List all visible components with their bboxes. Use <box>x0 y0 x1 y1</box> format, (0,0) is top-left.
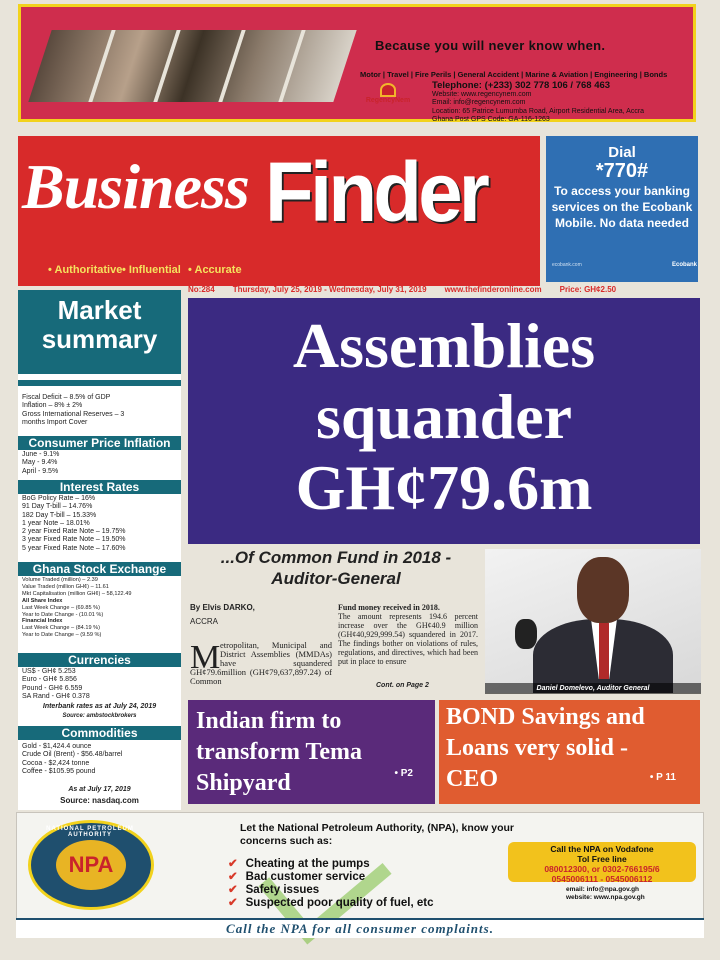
regencynem-logo: RegencyNem <box>355 83 421 115</box>
npa-intro: Let the National Petroleum Authority, (NPA), know your concerns such as: <box>240 822 514 847</box>
byline-place: ACCRA <box>190 617 219 626</box>
advert-contact: Telephone: (+233) 302 778 106 / 768 463 Website: www.regencynem.com Email: info@regencynem.com Location: 65 Patrice Lumumba Road, Airport Residential Area, Accra Ghana Post GPS Code: GA-116-1263 <box>432 80 645 123</box>
ecobank-logo: Ecobank <box>672 262 698 268</box>
macro-indicators: Fiscal Deficit – 8.5% of GDP Inflation – 8% ± 2% Gross International Reserves – 3 months Import Cover <box>22 394 125 426</box>
npa-logo-text: NPA <box>56 840 126 890</box>
interest-values: BoG Policy Rate – 16% 91 Day T-bill – 14.76% 182 Day T-bill – 15.33% 1 year Note – 18.01% 2 year Fixed Rate Note – 19.75% 3 year Fixed Rate Note – 19.50% 5 year Fixed Rate Note – 17.60% <box>22 495 126 552</box>
continuation-note: Cont. on Page 2 <box>376 682 429 689</box>
photo-caption: Daniel Domelevo, Auditor General <box>485 683 701 694</box>
interest-heading: Interest Rates <box>18 480 181 494</box>
lead-headline: Assemblies squander GH¢79.6m <box>292 310 596 523</box>
auditor-general-photo <box>485 549 701 693</box>
npa-concern: ✔ Bad customer service <box>228 871 366 883</box>
slogan-authoritative: • Authoritative <box>48 264 123 276</box>
npa-footer: Call the NPA for all consumer complaints. <box>16 918 704 938</box>
source-note: Source: ambstockbrokers <box>62 713 137 719</box>
slogan-accurate: • Accurate <box>188 264 242 276</box>
teaser-bond-savings: BOND Savings and Loans very solid -CEO • P 11 <box>439 700 700 804</box>
ecobank-url: ecobank.com <box>552 262 582 268</box>
slogan-influential: • Influential <box>122 264 181 276</box>
masthead-business: Business <box>22 151 249 222</box>
microphone-icon <box>515 619 537 649</box>
ecobank-advert: Dial *770# To access your banking services on the Ecobank Mobile. No data needed <box>546 136 698 282</box>
gse-values: Volume Traded (million) – 2.39 Value Traded (million GH¢) – 11.61 Mkt Capitalisation (million GH¢) – 58,122.49 All Share Index Last Week Change – (69.85 %) Year to Date Change - (10.01 %) Financial Index Last Week Change – (84.19 %) Year to Date Change – (9.59 %) <box>22 577 132 639</box>
commodities-heading: Commodities <box>18 726 181 740</box>
advert-photo-strip <box>28 30 356 102</box>
lead-subhead: ...Of Common Fund in 2018 - Auditor-General <box>220 548 452 588</box>
currencies-heading: Currencies <box>18 653 181 667</box>
cpi-heading: Consumer Price Inflation <box>18 436 181 450</box>
commodity-values: Gold - $1,424.4 ounce Crude Oil (Brent) - $56.48/barrel Cocoa - $2,424 tonne Coffee - $105.95 pound <box>22 743 123 775</box>
currency-values: US$ - GH¢ 5.253 Euro - GH¢ 5.856 Pound - GH¢ 6.559 SA Rand - GH¢ 0.378 <box>22 668 90 700</box>
story-body-col1: etropolitan, Municipal and District Assemblies (MMDAs) have squandered GH¢79.6million (GH¢79,637,897.24) of Common <box>190 640 332 686</box>
npa-contact: email: info@npa.gov.gh website: www.npa.gov.gh <box>566 886 645 901</box>
npa-concern: ✔ Safety issues <box>228 884 320 896</box>
drop-cap: M <box>190 639 221 676</box>
asat-note: As at July 17, 2019 <box>68 786 131 793</box>
masthead-finder: Finder <box>265 145 487 239</box>
advert-services: Motor | Travel | Fire Perils | General Accident | Marine & Aviation | Engineering | Bonds <box>360 70 668 79</box>
teaser-indian-firm: Indian firm to transform Tema Shipyard • P2 <box>188 700 435 804</box>
source-note: Source: nasdaq.com <box>60 796 139 805</box>
gse-heading: Ghana Stock Exchange <box>18 562 181 576</box>
cpi-values: June - 9.1% May - 9.4% April - 9.5% <box>22 451 60 475</box>
npa-concern: ✔ Cheating at the pumps <box>228 858 370 870</box>
regencynem-logo-icon <box>380 83 396 97</box>
dateline: No:284 Thursday, July 25, 2019 - Wednesday, July 31, 2019 www.thefinderonline.com Price: GH¢2.50 <box>188 285 617 294</box>
story-body-col2: Fund money received in 2018. The amount represents 194.6 percent increase over the GH¢40.9 million (GH¢40,929,999.54) squandered in 2017. The findings bother on violations of rules, regulations, and directives, which had been put in place to ensure <box>338 603 478 666</box>
npa-ring-text: NATIONAL PETROLEUM AUTHORITY <box>46 826 134 838</box>
byline: By Elvis DARKO, <box>190 603 255 612</box>
advert-tagline: Because you will never know when. <box>375 38 606 53</box>
npa-call-box: Call the NPA on Vodafone Tol Free line 080012300, or 0302-766195/6 0545006111 - 0545006112 <box>508 842 696 882</box>
divider <box>18 380 181 386</box>
market-summary-title: Market summary <box>18 290 181 374</box>
interbank-note: Interbank rates as at July 24, 2019 <box>42 703 157 710</box>
npa-concern: ✔ Suspected poor quality of fuel, etc <box>228 897 434 909</box>
